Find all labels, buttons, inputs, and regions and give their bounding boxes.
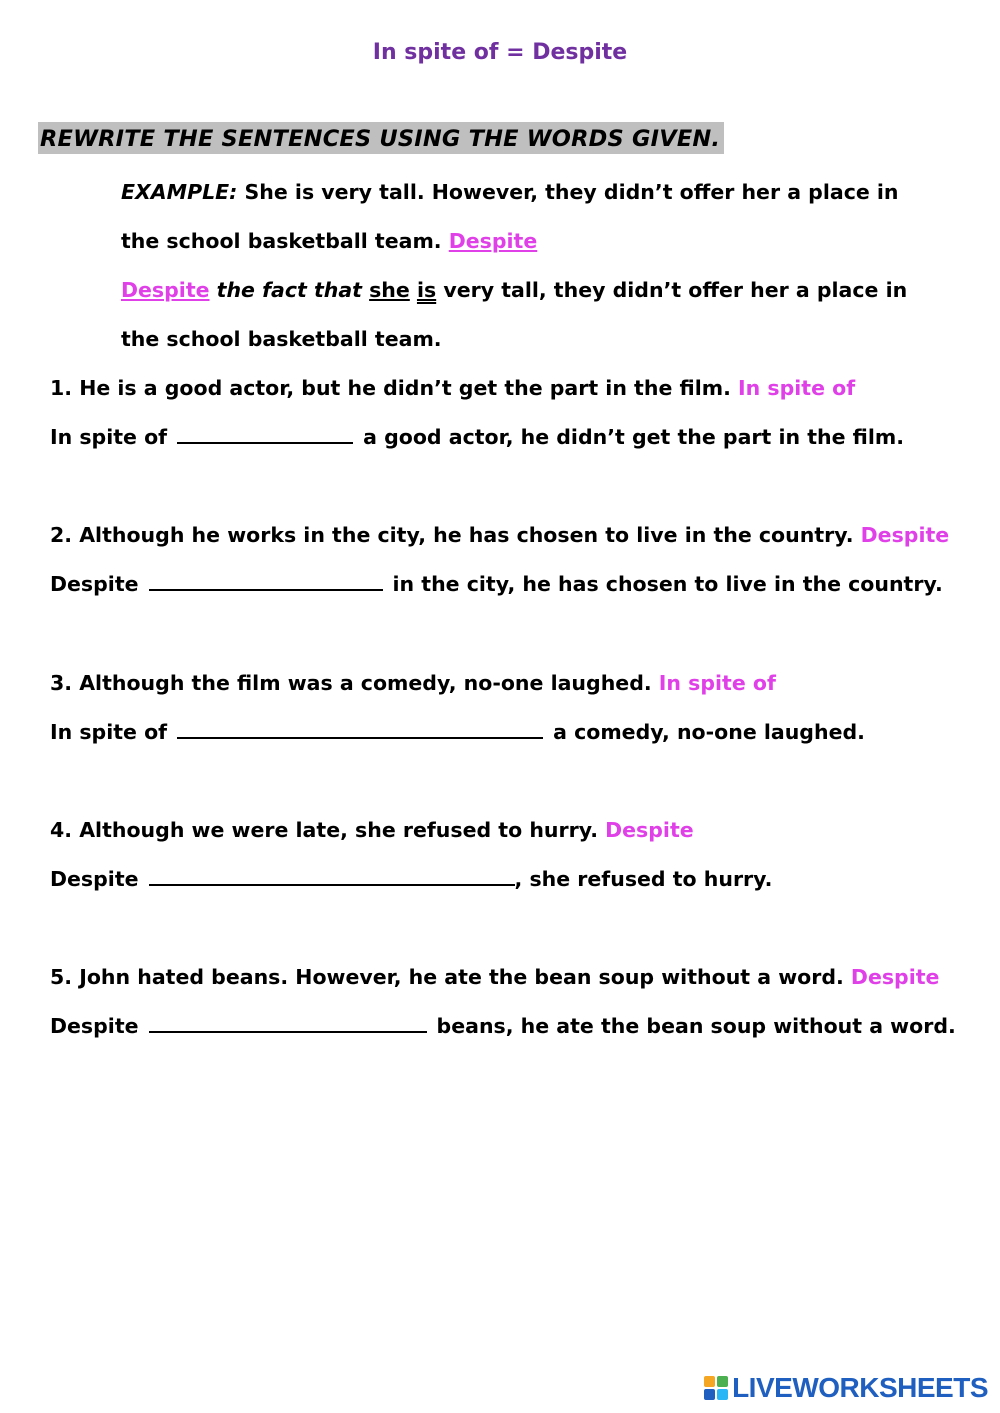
example-line-2 <box>121 229 537 253</box>
question-5-prefix: Despite <box>50 1014 139 1038</box>
logo-text: LIVEWORKSHEETS <box>732 1372 988 1403</box>
question-5-sentence <box>50 965 939 989</box>
example-answer-rest: very tall, they didn’t offer her a place in <box>436 278 908 302</box>
question-4-suffix: , she refused to hurry. <box>514 867 773 891</box>
question-2-prefix: Despite <box>50 572 139 596</box>
example-label: EXAMPLE: <box>121 180 238 204</box>
question-2-answer-line <box>50 572 943 596</box>
question-2-suffix: in the city, he has chosen to live in the country. <box>392 572 943 596</box>
logo-square <box>704 1389 715 1400</box>
logo-square <box>717 1376 728 1387</box>
logo-square <box>704 1376 715 1387</box>
question-1-answer-line <box>50 425 904 449</box>
question-1-suffix: a good actor, he didn’t get the part in the film. <box>363 425 905 449</box>
question-4-answer-line <box>50 867 772 891</box>
question-3-sentence <box>50 671 776 695</box>
example-answer-line-1 <box>121 278 907 302</box>
example-text-2: the school basketball team. <box>121 229 449 253</box>
page-title: In spite of = Despite <box>372 40 628 65</box>
example-answer-fact: the fact that <box>209 278 370 302</box>
question-5-text: 5. John hated beans. However, he ate the bean soup without a word. <box>50 965 851 989</box>
question-5-suffix: beans, he ate the bean soup without a word. <box>436 1014 956 1038</box>
question-4-sentence <box>50 818 694 842</box>
question-4-text: 4. Although we were late, she refused to hurry. <box>50 818 606 842</box>
example-answer-is: is <box>416 278 437 302</box>
question-1-keyword: In spite of <box>738 376 856 400</box>
example-line-1 <box>121 180 899 204</box>
logo-square <box>717 1389 728 1400</box>
example-keyword: Despite <box>448 229 538 253</box>
question-4-blank[interactable] <box>149 868 515 886</box>
question-2-text: 2. Although he works in the city, he has chosen to live in the country. <box>50 523 861 547</box>
question-3-prefix: In spite of <box>50 720 168 744</box>
question-3-suffix: a comedy, no-one laughed. <box>553 720 865 744</box>
question-1-blank[interactable] <box>177 426 353 444</box>
question-4-keyword: Despite <box>605 818 694 842</box>
question-4-prefix: Despite <box>50 867 139 891</box>
question-3-text: 3. Although the film was a comedy, no-one laughed. <box>50 671 659 695</box>
example-answer-keyword: Despite <box>121 278 210 302</box>
example-answer-line-2: the school basketball team. <box>121 327 442 351</box>
question-3-blank[interactable] <box>177 721 543 739</box>
example-text-1: She is very tall. However, they didn’t offer her a place in <box>237 180 899 204</box>
question-1-sentence <box>50 376 855 400</box>
question-3-keyword: In spite of <box>658 671 776 695</box>
question-2-sentence <box>50 523 949 547</box>
question-5-blank[interactable] <box>149 1015 427 1033</box>
question-1-text: 1. He is a good actor, but he didn’t get the part in the film. <box>50 376 739 400</box>
question-5-answer-line <box>50 1014 956 1038</box>
example-answer-she: she <box>369 278 410 302</box>
question-3-answer-line <box>50 720 865 744</box>
question-2-keyword: Despite <box>860 523 950 547</box>
instruction-heading: REWRITE THE SENTENCES USING THE WORDS GIVEN. <box>38 122 724 154</box>
question-5-keyword: Despite <box>850 965 940 989</box>
liveworksheets-logo-icon <box>704 1376 728 1400</box>
liveworksheets-logo[interactable] <box>704 1372 988 1404</box>
question-1-prefix: In spite of <box>50 425 168 449</box>
question-2-blank[interactable] <box>149 573 383 591</box>
